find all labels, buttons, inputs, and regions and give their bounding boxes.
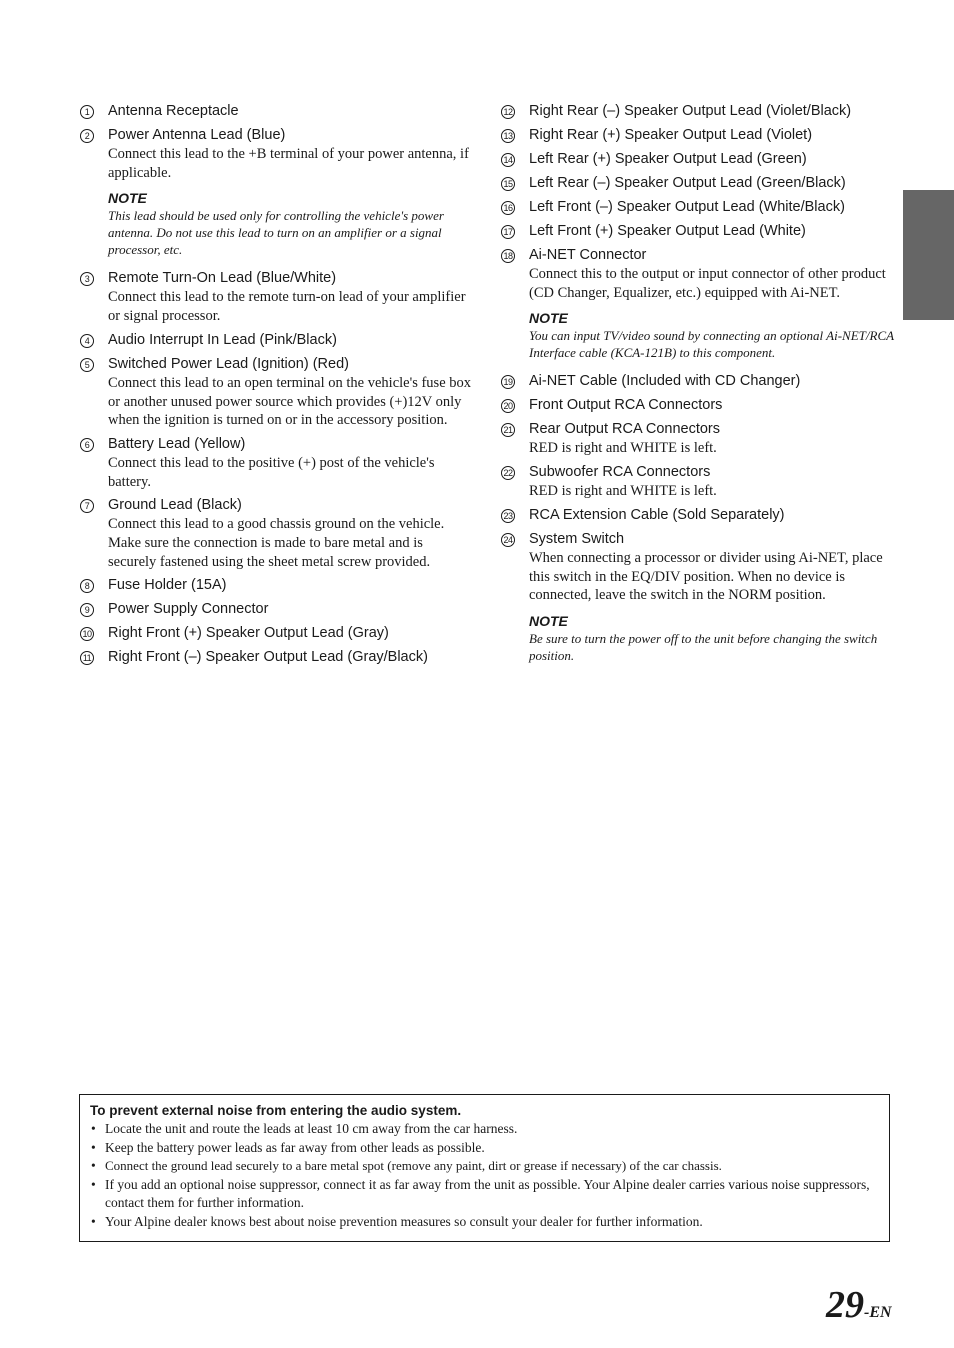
item-title: Antenna Receptacle	[108, 103, 239, 119]
list-item	[501, 102, 896, 121]
item-note	[108, 190, 472, 258]
list-item	[80, 269, 472, 325]
circled-number-icon: 18	[501, 249, 515, 263]
item-title: Left Rear (–) Speaker Output Lead (Green/Black)	[529, 175, 846, 191]
item-number	[80, 648, 108, 667]
item-title: Subwoofer RCA Connectors	[529, 464, 711, 481]
list-item	[80, 496, 472, 571]
item-body	[108, 269, 472, 325]
item-body	[108, 126, 472, 264]
item-body	[108, 624, 472, 643]
list-item	[501, 246, 896, 367]
noise-bullet: • Locate the unit and route the leads at least 10 cm away from the car harness.	[91, 1121, 518, 1136]
section-tab	[903, 190, 954, 320]
item-body	[529, 222, 896, 241]
item-number	[501, 174, 529, 193]
item-body	[529, 174, 896, 193]
item-number	[501, 150, 529, 169]
item-body	[529, 506, 896, 525]
item-body	[529, 420, 896, 458]
list-item	[501, 530, 896, 670]
item-number	[80, 496, 108, 571]
item-description: RED is right and WHITE is left.	[529, 483, 717, 500]
noise-prevention-box	[79, 1094, 890, 1242]
noise-bullet: • If you add an optional noise suppressor, connect it as far away from the unit as possible. Your Alpine dealer carries various noise suppressors, contact them for further information.	[91, 1176, 870, 1210]
item-title: Power Antenna Lead (Blue)	[108, 127, 286, 143]
list-item	[501, 463, 896, 501]
item-description: Connect this lead to the positive (+) post of the vehicle's battery.	[108, 454, 435, 490]
list-item	[80, 102, 472, 121]
item-body	[529, 372, 896, 391]
item-number	[80, 576, 108, 595]
list-item	[501, 150, 896, 169]
item-title: Ai-NET Cable (Included with CD Changer)	[529, 373, 801, 390]
noise-bullet: • Connect the ground lead securely to a bare metal spot (remove any paint, dirt or grease if necessary) of the car chassis.	[91, 1158, 722, 1173]
noise-bullet: • Keep the battery power leads as far away from other leads as possible.	[91, 1139, 485, 1155]
item-number	[80, 269, 108, 325]
item-number	[80, 600, 108, 619]
list-item	[80, 355, 472, 430]
item-number	[501, 506, 529, 525]
item-title: Right Front (–) Speaker Output Lead (Gray/Black)	[108, 649, 428, 666]
item-number	[80, 624, 108, 643]
item-number	[501, 372, 529, 391]
item-number	[80, 126, 108, 264]
circled-number-icon: 11	[80, 651, 94, 665]
circled-number-icon: 17	[501, 225, 515, 239]
page-suffix: -EN	[864, 1304, 892, 1321]
item-title: Battery Lead (Yellow)	[108, 435, 246, 452]
circled-number-icon: 16	[501, 201, 515, 215]
item-title: Right Rear (+) Speaker Output Lead (Violet)	[529, 127, 813, 143]
note-text: This lead should be used only for controlling the vehicle's power antenna. Do not use this lead to turn on an amplifier or a signal processor, etc.	[108, 208, 444, 258]
item-number	[80, 102, 108, 121]
item-body	[108, 435, 472, 491]
item-title: Ai-NET Connector	[529, 247, 647, 263]
item-body	[529, 126, 896, 145]
item-body	[529, 396, 896, 415]
item-number	[501, 420, 529, 458]
note-text: Be sure to turn the power off to the unit before changing the switch position.	[529, 630, 878, 663]
item-description: Connect this lead to the remote turn-on lead of your amplifier or signal processor.	[108, 289, 466, 325]
item-description: Connect this lead to an open terminal on the vehicle's fuse box or another unused power source which provides (+)12V only when the ignition is turned on or in the accessory position.	[108, 374, 472, 429]
list-item	[501, 396, 896, 415]
item-description: Connect this lead to a good chassis ground on the vehicle. Make sure the connection is made to bare metal and is securely fastened using the sheet metal screw provided.	[108, 516, 445, 570]
item-number	[501, 126, 529, 145]
item-number	[80, 355, 108, 430]
circled-number-icon: 5	[80, 358, 94, 372]
item-body	[529, 198, 896, 217]
item-note	[529, 613, 896, 664]
circled-number-icon: 3	[80, 272, 94, 286]
list-item	[80, 331, 472, 350]
list-item	[80, 126, 472, 264]
right-column	[501, 102, 896, 675]
item-title: Audio Interrupt In Lead (Pink/Black)	[108, 331, 337, 348]
circled-number-icon: 15	[501, 177, 515, 191]
item-number	[501, 246, 529, 367]
circled-number-icon: 23	[501, 509, 515, 523]
list-item	[80, 648, 472, 667]
item-title: Left Rear (+) Speaker Output Lead (Green)	[529, 151, 807, 167]
item-title: Power Supply Connector	[108, 601, 269, 618]
page-number: 29-EN	[826, 1284, 892, 1326]
item-description: RED is right and WHITE is left.	[529, 440, 717, 457]
item-title: RCA Extension Cable (Sold Separately)	[529, 506, 785, 523]
list-item	[80, 600, 472, 619]
item-description: Connect this to the output or input connector of other product (CD Changer, Equalizer, etc.) equipped with Ai-NET.	[529, 266, 886, 301]
list-item	[80, 435, 472, 491]
item-title: Left Front (+) Speaker Output Lead (White)	[529, 223, 806, 239]
item-number	[501, 463, 529, 501]
note-heading: NOTE	[529, 310, 568, 327]
circled-number-icon: 12	[501, 105, 515, 119]
item-number	[80, 435, 108, 491]
circled-number-icon: 14	[501, 153, 515, 167]
circled-number-icon: 9	[80, 603, 94, 617]
list-item	[501, 174, 896, 193]
item-number	[501, 222, 529, 241]
item-note	[529, 310, 896, 361]
item-title: Left Front (–) Speaker Output Lead (White/Black)	[529, 199, 845, 215]
item-title: System Switch	[529, 530, 625, 547]
left-column	[80, 102, 472, 672]
circled-number-icon: 8	[80, 579, 94, 593]
item-number	[501, 396, 529, 415]
item-title: Right Front (+) Speaker Output Lead (Gray)	[108, 625, 389, 642]
item-body	[108, 102, 472, 121]
item-description: Connect this lead to the +B terminal of your power antenna, if applicable.	[108, 146, 469, 181]
circled-number-icon: 7	[80, 499, 94, 513]
item-body	[529, 150, 896, 169]
note-heading: NOTE	[529, 612, 568, 629]
item-body	[108, 648, 472, 667]
list-item	[501, 506, 896, 525]
list-item	[80, 624, 472, 643]
item-title: Fuse Holder (15A)	[108, 577, 227, 594]
circled-number-icon: 24	[501, 533, 515, 547]
circled-number-icon: 22	[501, 466, 515, 480]
item-body	[529, 530, 896, 670]
item-number	[501, 198, 529, 217]
item-title: Remote Turn-On Lead (Blue/White)	[108, 270, 337, 287]
circled-number-icon: 6	[80, 438, 94, 452]
item-body	[529, 246, 896, 367]
circled-number-icon: 2	[80, 129, 94, 143]
item-number	[80, 331, 108, 350]
circled-number-icon: 20	[501, 399, 515, 413]
circled-number-icon: 21	[501, 423, 515, 437]
item-body	[108, 600, 472, 619]
circled-number-icon: 1	[80, 105, 94, 119]
item-body	[529, 102, 896, 121]
list-item	[501, 126, 896, 145]
item-description: When connecting a processor or divider using Ai-NET, place this switch in the EQ/DIV position. When no device is connected, leave the switch in the NORM position.	[529, 549, 883, 604]
circled-number-icon: 19	[501, 375, 515, 389]
circled-number-icon: 10	[80, 627, 94, 641]
noise-list	[90, 1120, 879, 1231]
item-title: Switched Power Lead (Ignition) (Red)	[108, 355, 349, 372]
list-item	[501, 222, 896, 241]
item-title: Ground Lead (Black)	[108, 497, 242, 514]
note-text: You can input TV/video sound by connecting an optional Ai-NET/RCA Interface cable (KCA-121B) to this component.	[529, 328, 894, 361]
item-body	[529, 463, 896, 501]
note-heading: NOTE	[108, 190, 147, 207]
item-body	[108, 496, 472, 571]
item-number	[501, 530, 529, 670]
item-title: Rear Output RCA Connectors	[529, 421, 721, 438]
circled-number-icon: 13	[501, 129, 515, 143]
item-body	[108, 331, 472, 350]
item-number	[501, 102, 529, 121]
list-item	[80, 576, 472, 595]
noise-bullet: • Your Alpine dealer knows best about noise prevention measures so consult your dealer for further information.	[91, 1213, 703, 1229]
noise-title: To prevent external noise from entering the audio system.	[90, 1103, 462, 1118]
item-title: Right Rear (–) Speaker Output Lead (Violet/Black)	[529, 103, 852, 119]
item-title: Front Output RCA Connectors	[529, 397, 723, 414]
item-body	[108, 355, 472, 430]
item-body	[108, 576, 472, 595]
circled-number-icon: 4	[80, 334, 94, 348]
list-item	[501, 372, 896, 391]
list-item	[501, 420, 896, 458]
list-item	[501, 198, 896, 217]
